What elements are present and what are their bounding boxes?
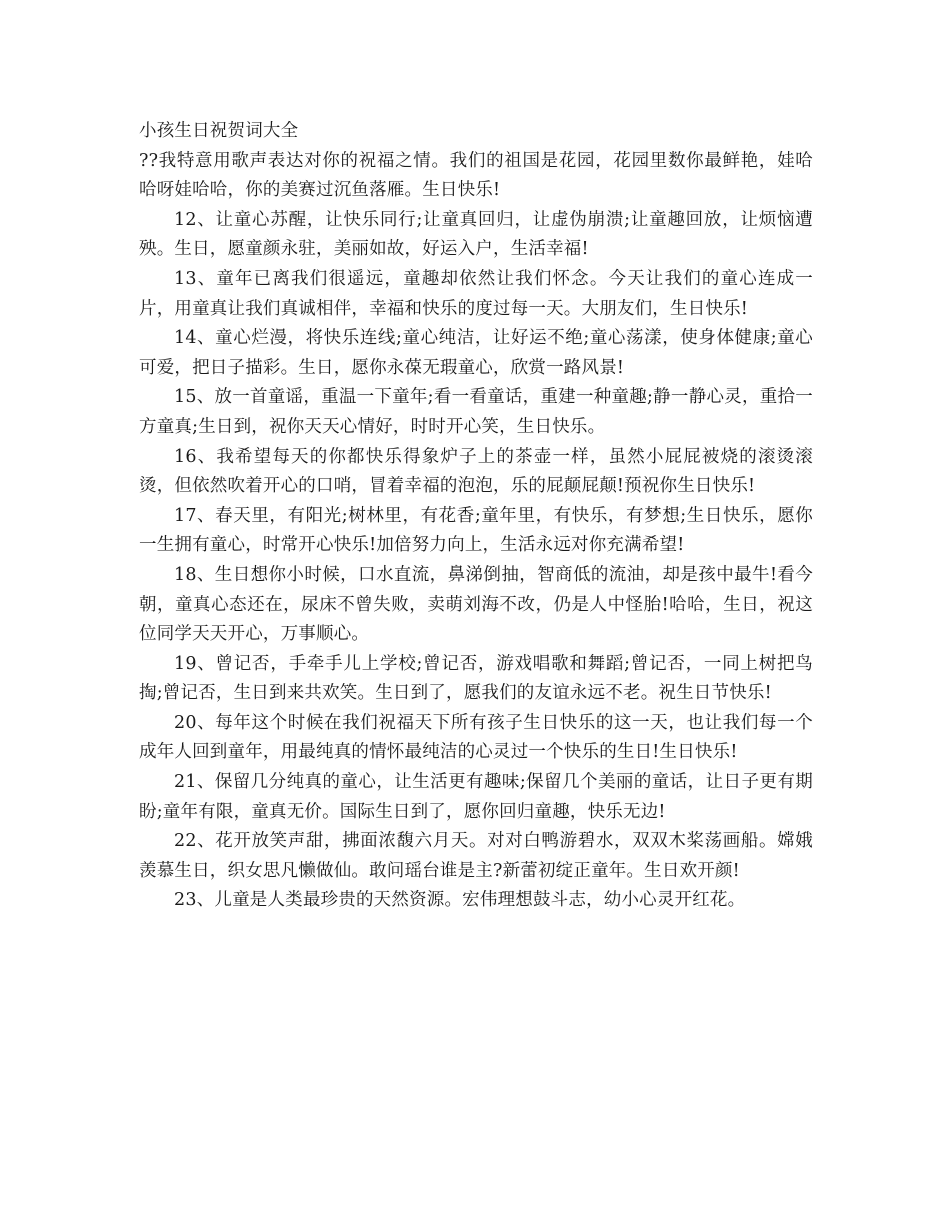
document-body (139, 117, 813, 916)
paragraph: 12、让童心苏醒，让快乐同行;让童真回归，让虚伪崩溃;让童趣回放，让烦恼遭殃。生日，愿童颜永驻，美丽如故，好运入户，生活幸福! (139, 209, 813, 260)
paragraph: 23、儿童是人类最珍贵的天然资源。宏伟理想鼓斗志，幼小心灵开红花。 (174, 890, 746, 911)
paragraph: 17、春天里，有阳光;树林里，有花香;童年里，有快乐，有梦想;生日快乐，愿你一生拥有童心，时常开心快乐!加倍努力向上，生活永远对你充满希望! (139, 505, 813, 556)
paragraph: 15、放一首童谣，重温一下童年;看一看童话，重建一种童趣;静一静心灵，重拾一方童真;生日到，祝你天天心情好，时时开心笑，生日快乐。 (139, 387, 813, 437)
paragraph: 16、我希望每天的你都快乐得象炉子上的茶壶一样，虽然小屁屁被烧的滚烫滚烫，但依然吹着开心的口哨，冒着幸福的泡泡，乐的屁颠屁颠!预祝你生日快乐! (139, 446, 813, 497)
paragraph: 21、保留几分纯真的童心，让生活更有趣味;保留几个美丽的童话，让日子更有期盼;童年有限，童真无价。国际生日到了，愿你回归童趣，快乐无边! (139, 772, 813, 822)
paragraph: 20、每年这个时候在我们祝福天下所有孩子生日快乐的这一天，也让我们每一个成年人回到童年，用最纯真的情怀最纯洁的心灵过一个快乐的生日!生日快乐! (139, 712, 813, 763)
paragraph: 18、生日想你小时候，口水直流，鼻涕倒抽，智商低的流油，却是孩中最牛!看今朝，童真心态还在，尿床不曾失败，卖萌刘海不改，仍是人中怪胎!哈哈，生日，祝这位同学天天开心，万事顺心。 (139, 564, 813, 645)
paragraph: 22、花开放笑声甜，拂面浓馥六月天。对对白鸭游碧水，双双木桨荡画船。嫦娥羡慕生日，织女思凡懒做仙。敢问瑶台谁是主?新蕾初绽正童年。生日欢开颜! (139, 831, 813, 881)
paragraph: 19、曾记否，手牵手儿上学校;曾记否，游戏唱歌和舞蹈;曾记否，一同上树把鸟掏;曾记否，生日到来共欢笑。生日到了，愿我们的友谊永远不老。祝生日节快乐! (139, 653, 813, 704)
page-title: 小孩生日祝贺词大全 (139, 121, 299, 141)
paragraph: 14、童心烂漫，将快乐连线;童心纯洁，让好运不绝;童心荡漾，使身体健康;童心可爱，把日子描彩。生日，愿你永葆无瑕童心，欣赏一路风景! (139, 328, 813, 378)
paragraph: 13、童年已离我们很遥远，童趣却依然让我们怀念。今天让我们的童心连成一片，用童真让我们真诚相伴，幸福和快乐的度过每一天。大朋友们，生日快乐! (139, 268, 813, 319)
paragraph: ??我特意用歌声表达对你的祝福之情。我们的祖国是花园，花园里数你最鲜艳，娃哈哈呀娃哈哈，你的美赛过沉鱼落雁。生日快乐! (139, 150, 813, 201)
